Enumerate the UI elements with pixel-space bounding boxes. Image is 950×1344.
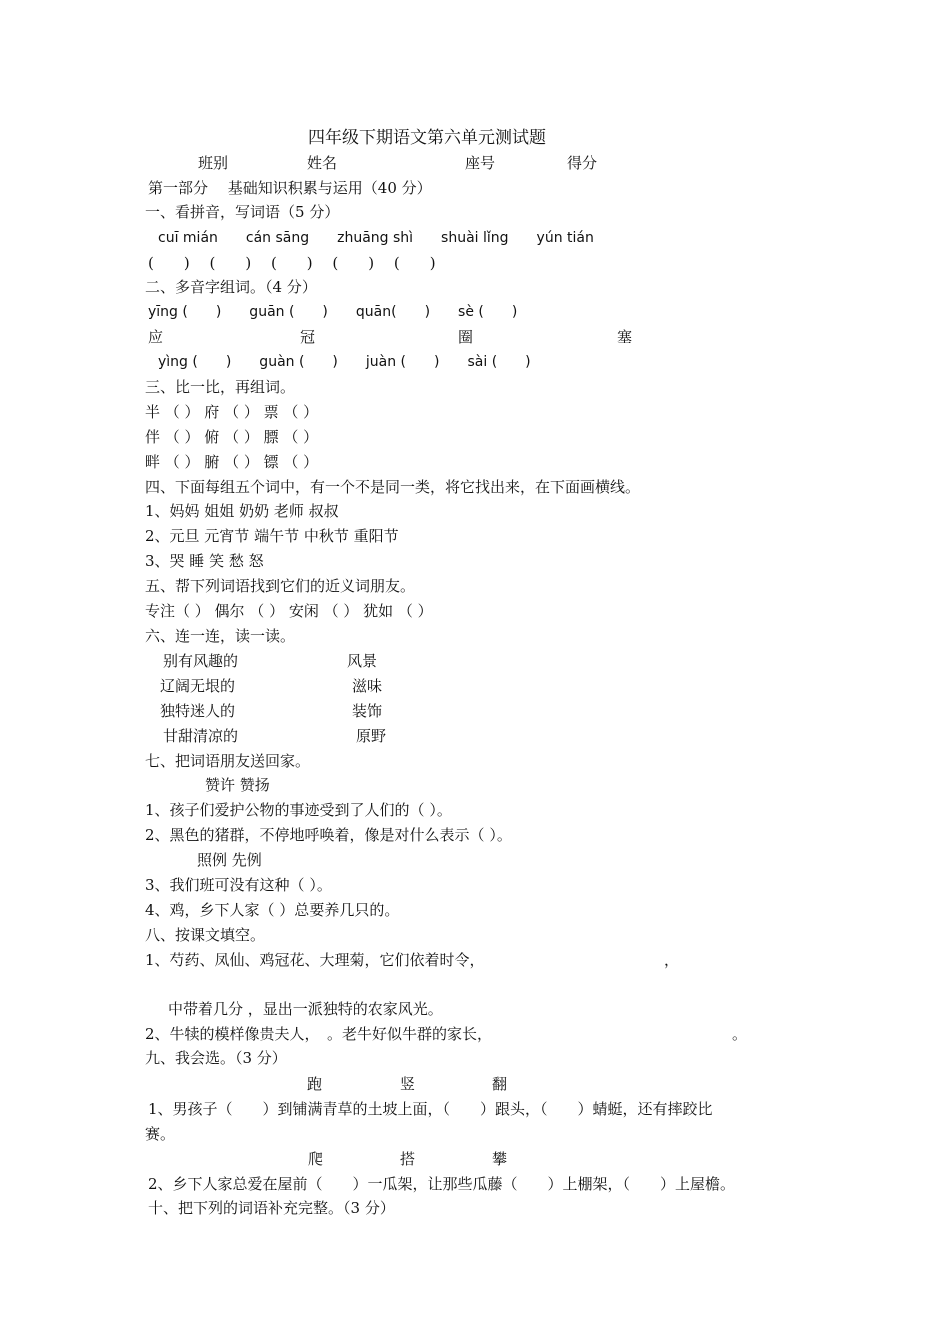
q6-right-item: 原野: [356, 727, 387, 745]
q3-heading: 三、比一比，再组词。: [145, 378, 296, 396]
q4-item: 3、哭 睡 笑 愁 怒: [145, 552, 264, 570]
q10-heading: 十、把下列的词语补充完整。（3 分）: [148, 1199, 395, 1217]
q7-item: 3、我们班可没有这种（ ）。: [145, 876, 332, 894]
q1-pinyin: cuī mián cán sāng zhuāng shì shuài lǐng yún tián: [158, 230, 594, 246]
q9-word: 翻: [492, 1075, 508, 1093]
q3-row: 畔 （ ） 腑 （ ） 镖 （ ）: [145, 453, 319, 471]
name-label: 姓名: [307, 154, 338, 172]
q6-right-item: 装饰: [352, 702, 383, 720]
q7-item: 1、孩子们爱护公物的事迹受到了人们的（ ）。: [145, 801, 452, 819]
q6-right-item: 滋味: [352, 677, 383, 695]
q5-line: 专注（ ） 偶尔 （ ） 安闲 （ ） 犹如 （ ）: [145, 602, 433, 620]
q6-left-item: 辽阔无垠的: [160, 677, 236, 695]
q9-heading: 九、我会选。（3 分）: [145, 1049, 287, 1067]
q1-heading: 一、看拼音，写词语（5 分）: [145, 203, 340, 221]
page-title: 四年级下期语文第六单元测试题: [308, 128, 546, 148]
q7-heading: 七、把词语朋友送回家。: [145, 752, 311, 770]
q8-item-end: ，: [664, 951, 680, 969]
score-label: 得分: [567, 154, 598, 172]
q9-word: 跑: [307, 1075, 323, 1093]
q4-heading: 四、下面每组五个词中，有一个不是同一类，将它找出来，在下面画横线。: [145, 478, 641, 496]
q8-item: 2、牛犊的模样像贵夫人， 。老牛好似牛群的家长，: [145, 1025, 493, 1043]
seat-label: 座号: [465, 154, 496, 172]
q6-right-item: 风景: [347, 652, 378, 670]
q8-item: 中带着几分 ，显出一派独特的农家风光。: [168, 1000, 443, 1018]
q8-item-end: 。: [732, 1025, 748, 1043]
q2-pinyin-row1: yīng ( ) guān ( ) quān( ) sè ( ): [148, 304, 518, 320]
q3-row: 伴 （ ） 俯 （ ） 膘 （ ）: [145, 428, 319, 446]
q7-item: 2、黑色的猪群，不停地呼唤着，像是对什么表示（ ）。: [145, 826, 512, 844]
q2-char: 塞: [617, 328, 633, 346]
q8-heading: 八、按课文填空。: [145, 926, 266, 944]
q9-item: 2、乡下人家总爱在屋前（ ）一瓜架，让那些瓜藤（ ）上棚架，（ ）上屋檐。: [148, 1175, 736, 1193]
part1-heading: 第一部分 基础知识积累与运用（40 分）: [148, 179, 432, 197]
q2-char: 冠: [300, 328, 316, 346]
q6-left-item: 别有风趣的: [163, 652, 239, 670]
q6-left-item: 独特迷人的: [160, 702, 236, 720]
q2-char: 圈: [458, 328, 474, 346]
q7-word-group: 照例 先例: [197, 851, 262, 869]
q2-pinyin-row2: yìng ( ) guàn ( ) juàn ( ) sài ( ): [158, 354, 531, 370]
q1-blanks: ( ) ( ) ( ) ( ) ( ): [148, 254, 436, 272]
q9-word: 攀: [492, 1150, 508, 1168]
q7-word-group: 赞许 赞扬: [205, 776, 270, 794]
q4-item: 2、元旦 元宵节 端午节 中秋节 重阳节: [145, 527, 399, 545]
q3-row: 半 （ ） 府 （ ） 票 （ ）: [145, 403, 319, 421]
q9-item: 1、男孩子（ ）到铺满青草的土坡上面，（ ）跟头，（ ）蜻蜓，还有摔跤比: [148, 1100, 713, 1118]
q6-heading: 六、连一连，读一读。: [145, 627, 296, 645]
q7-item: 4、鸡，乡下人家（ ）总要养几只的。: [145, 901, 400, 919]
q9-word: 竖: [400, 1075, 416, 1093]
q6-left-item: 甘甜清凉的: [163, 727, 239, 745]
q2-heading: 二、多音字组词。（4 分）: [145, 278, 317, 296]
class-label: 班别: [198, 154, 229, 172]
q9-word: 搭: [400, 1150, 416, 1168]
q4-item: 1、妈妈 姐姐 奶奶 老师 叔叔: [145, 502, 339, 520]
q8-item: 1、芍药、凤仙、鸡冠花、大理菊，它们依着时令，: [145, 951, 485, 969]
q2-char: 应: [148, 328, 164, 346]
q9-item-cont: 赛。: [145, 1125, 176, 1143]
q9-word: 爬: [308, 1150, 324, 1168]
q5-heading: 五、帮下列词语找到它们的近义词朋友。: [145, 577, 416, 595]
